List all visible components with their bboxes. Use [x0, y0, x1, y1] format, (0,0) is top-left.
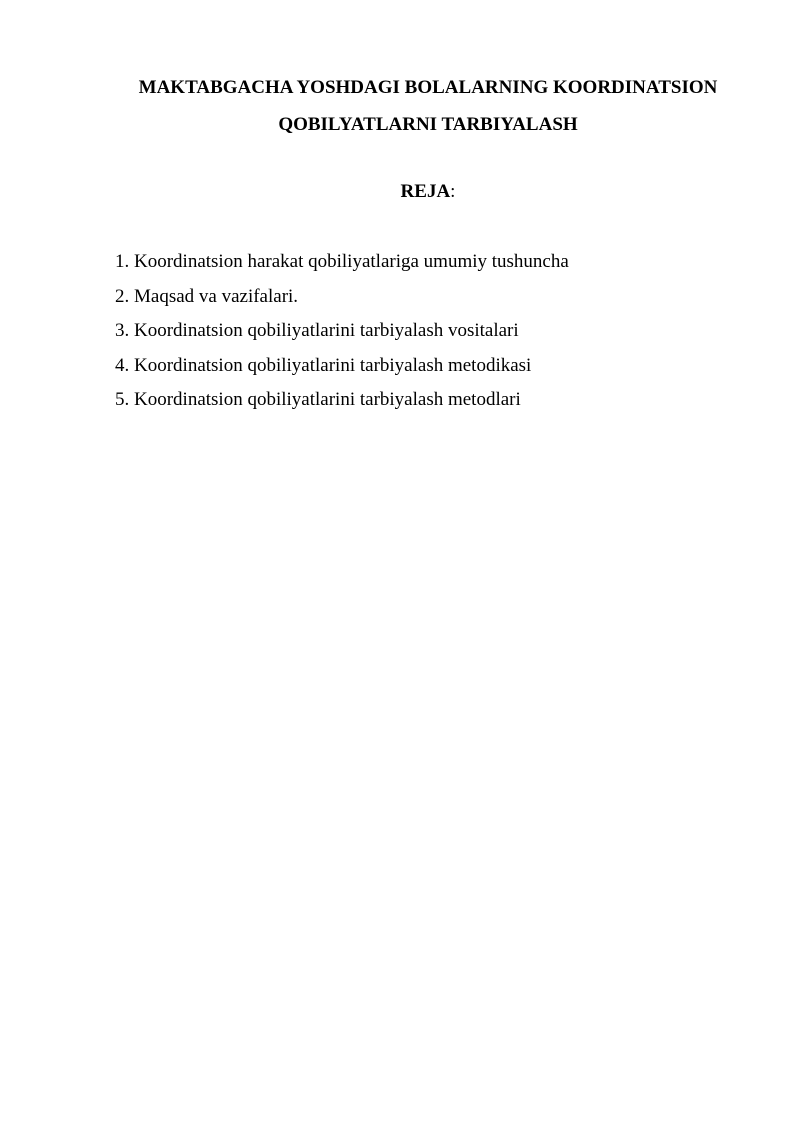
plan-item-1: 1. Koordinatsion harakat qobiliyatlariga umumiy tushuncha	[115, 251, 569, 272]
plan-item-4: 4. Koordinatsion qobiliyatlarini tarbiyalash metodikasi	[115, 354, 532, 376]
plan-heading	[100, 181, 756, 203]
plan-heading-label: REJA	[400, 181, 451, 202]
plan-item-3: 3. Koordinatsion qobiliyatlarini tarbiyalash vositalari	[115, 320, 519, 341]
plan-list	[115, 251, 569, 424]
plan-item-2: 2. Maqsad va vazifalari.	[115, 285, 299, 307]
document-title-line-1: MAKTABGACHA YOSHDAGI BOLALARNING KOORDINATSION	[138, 77, 718, 98]
document-title-line-2: QOBILYATLARNI TARBIYALASH	[278, 114, 578, 135]
plan-heading-colon: :	[450, 181, 456, 202]
plan-item-5: 5. Koordinatsion qobiliyatlarini tarbiyalash metodlari	[115, 389, 521, 410]
